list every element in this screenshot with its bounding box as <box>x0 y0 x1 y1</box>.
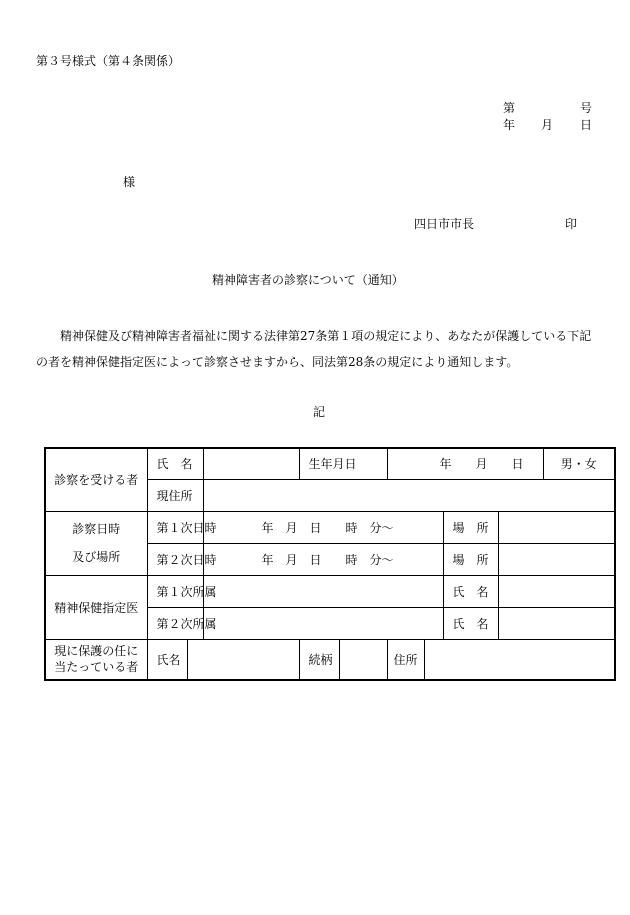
guardian-section-line1: 現に保護の任に <box>54 644 139 659</box>
exam-first-place-value[interactable] <box>498 511 615 543</box>
doctor-first-name-value[interactable] <box>498 575 615 607</box>
guardian-section-line2: 当たっている者 <box>54 660 139 675</box>
guardian-relation-value[interactable] <box>339 639 387 680</box>
doctor-second-label: 第２次所属 <box>147 607 203 639</box>
patient-birth-value[interactable]: 年 月 日 <box>387 448 543 479</box>
patient-birth-label: 生年月日 <box>299 448 387 479</box>
patient-section-label: 診察を受ける者 <box>45 448 147 511</box>
ki-heading: 記 <box>313 405 326 419</box>
date-day: 日 <box>580 118 593 132</box>
guardian-name-label: 氏名 <box>147 639 187 680</box>
date-year: 年 <box>503 118 516 132</box>
doctor-section-label: 精神保健指定医 <box>45 575 147 639</box>
patient-name-label: 氏 名 <box>147 448 203 479</box>
doctor-second-name-label: 氏 名 <box>443 607 498 639</box>
notice-table <box>44 447 616 681</box>
issuer-title: 四日市市長 <box>414 217 475 231</box>
exam-second-place-value[interactable] <box>498 543 615 575</box>
doctor-second-name-value[interactable] <box>498 607 615 639</box>
exam-second-place-label: 場 所 <box>443 543 498 575</box>
body-paragraph: 精神保健及び精神障害者福祉に関する法律第27条第１項の規定により、あなたが保護している下記の者を精神保健指定医によって診察させますから、同法第28条の規定により通知します。 <box>36 329 592 369</box>
guardian-address-label: 住所 <box>387 639 424 680</box>
guardian-section-label <box>45 639 147 680</box>
doctor-first-name-label: 氏 名 <box>443 575 498 607</box>
exam-section-label <box>45 511 147 575</box>
guardian-relation-label: 続柄 <box>299 639 339 680</box>
patient-name-value[interactable] <box>203 448 299 479</box>
exam-first-datetime[interactable]: 年 月 日 時 分〜 <box>203 511 443 543</box>
document-title: 精神障害者の診察について（通知） <box>212 273 404 287</box>
doctor-second-affiliation[interactable] <box>203 607 443 639</box>
exam-second-datetime[interactable]: 年 月 日 時 分〜 <box>203 543 443 575</box>
exam-section-line2: 及び場所 <box>72 550 121 564</box>
exam-second-label: 第２次日時 <box>147 543 203 575</box>
form-id: 第３号様式（第４条関係） <box>36 54 181 68</box>
doctor-first-label: 第１次所属 <box>147 575 203 607</box>
guardian-address-value[interactable] <box>424 639 615 680</box>
exam-first-label: 第１次日時 <box>147 511 203 543</box>
guardian-name-value[interactable] <box>187 639 299 680</box>
patient-address-label: 現住所 <box>147 479 203 511</box>
issuer-seal: 印 <box>565 217 578 231</box>
doctor-first-affiliation[interactable] <box>203 575 443 607</box>
patient-address-value[interactable] <box>203 479 615 511</box>
addressee: 様 <box>123 175 136 189</box>
exam-section-line1: 診察日時 <box>72 522 121 536</box>
exam-first-place-label: 場 所 <box>443 511 498 543</box>
date-month: 月 <box>541 118 554 132</box>
document-number-prefix: 第 <box>503 101 516 115</box>
document-number-suffix: 号 <box>580 101 593 115</box>
patient-sex[interactable]: 男・女 <box>543 448 615 479</box>
